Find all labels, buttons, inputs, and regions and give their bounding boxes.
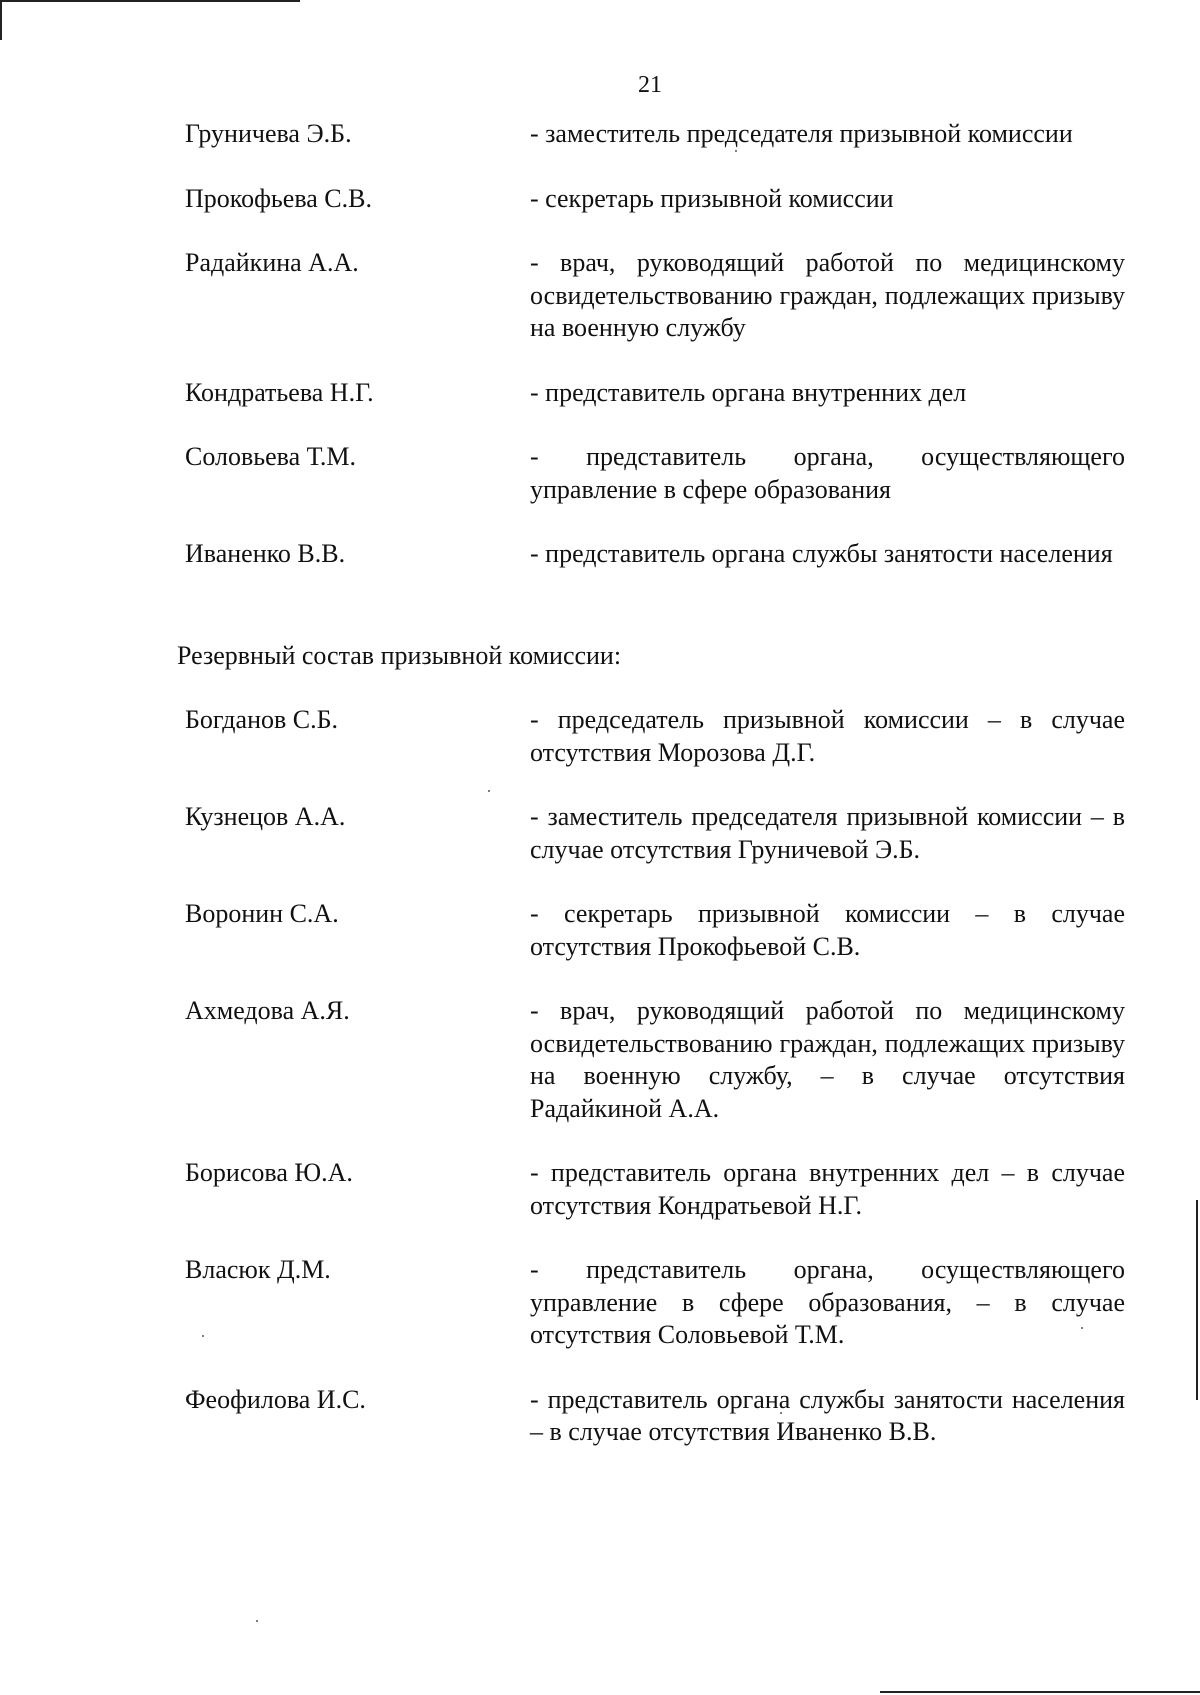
member-name: Кузнецов А.А.	[185, 802, 346, 831]
member-name: Воронин С.А.	[185, 899, 339, 928]
member-role: - представитель органа внутренних дел	[530, 377, 967, 407]
reserve-member-row	[185, 704, 1125, 769]
member-row	[185, 118, 1125, 151]
member-name: Груничева Э.Б.	[185, 119, 352, 148]
commission-members-list	[185, 118, 1125, 603]
reserve-member-row	[185, 1157, 1125, 1222]
member-role: - представитель органа службы занятости населения – в случае отсутствия Иваненко В.В.	[530, 1384, 1125, 1446]
member-row	[185, 377, 1125, 410]
member-name: Иваненко В.В.	[185, 539, 346, 568]
scan-edge-left	[0, 0, 2, 40]
reserve-member-row	[185, 898, 1125, 963]
member-role: - секретарь призывной комиссии – в случае отсутствия Прокофьевой С.В.	[530, 899, 1125, 961]
member-role: - представитель органа службы занятости населения	[530, 539, 1113, 568]
member-row	[185, 247, 1125, 345]
reserve-members-list	[185, 704, 1125, 1481]
member-name: Богданов С.Б.	[185, 705, 339, 734]
scan-speck	[256, 1620, 258, 1622]
member-name: Радайкина А.А.	[185, 248, 359, 277]
member-row	[185, 538, 1125, 571]
member-role: - председатель призывной комиссии – в случае отсутствия Морозова Д.Г.	[530, 705, 1125, 767]
member-role: - представитель органа внутренних дел – в случае отсутствия Кондратьевой Н.Г.	[530, 1158, 1125, 1220]
member-name: Соловьева Т.М.	[185, 442, 357, 471]
member-name: Кондратьева Н.Г.	[185, 377, 374, 407]
page-number: 21	[638, 72, 662, 98]
member-role: - заместитель председателя призывной комиссии – в случае отсутствия Груничевой Э.Б.	[530, 802, 1125, 864]
member-role: - врач, руководящий работой по медицинскому освидетельствованию граждан, подлежащих призыву на военную службу	[530, 248, 1125, 342]
reserve-member-row	[185, 801, 1125, 866]
member-role: - заместитель председателя призывной комиссии	[530, 119, 1073, 148]
scan-edge-bottom	[880, 1691, 1200, 1693]
member-name: Прокофьева С.В.	[185, 183, 372, 213]
member-role: - представитель органа, осуществляющего управление в сфере образования	[530, 442, 1125, 504]
member-row	[185, 183, 1125, 216]
reserve-member-row	[185, 1254, 1125, 1352]
member-name: Ахмедова А.Я.	[185, 996, 350, 1025]
member-role: - секретарь призывной комиссии	[530, 183, 894, 213]
member-name: Власюк Д.М.	[185, 1255, 331, 1284]
member-name: Борисова Ю.А.	[185, 1158, 353, 1187]
scan-edge-right	[1196, 1200, 1198, 1400]
member-role: - представитель органа, осуществляющего управление в сфере образования, – в случае отсутствия Соловьевой Т.М.	[530, 1255, 1125, 1349]
reserve-member-row	[185, 1384, 1125, 1449]
member-name: Феофилова И.С.	[185, 1384, 366, 1414]
reserve-member-row	[185, 995, 1125, 1125]
scan-edge-top	[0, 0, 300, 2]
reserve-section-heading: Резервный состав призывной комиссии:	[177, 641, 622, 670]
member-role: - врач, руководящий работой по медицинскому освидетельствованию граждан, подлежащих призыву на военную службу, – в случае отсутствия Радайкиной А.А.	[530, 996, 1125, 1123]
member-row	[185, 441, 1125, 506]
